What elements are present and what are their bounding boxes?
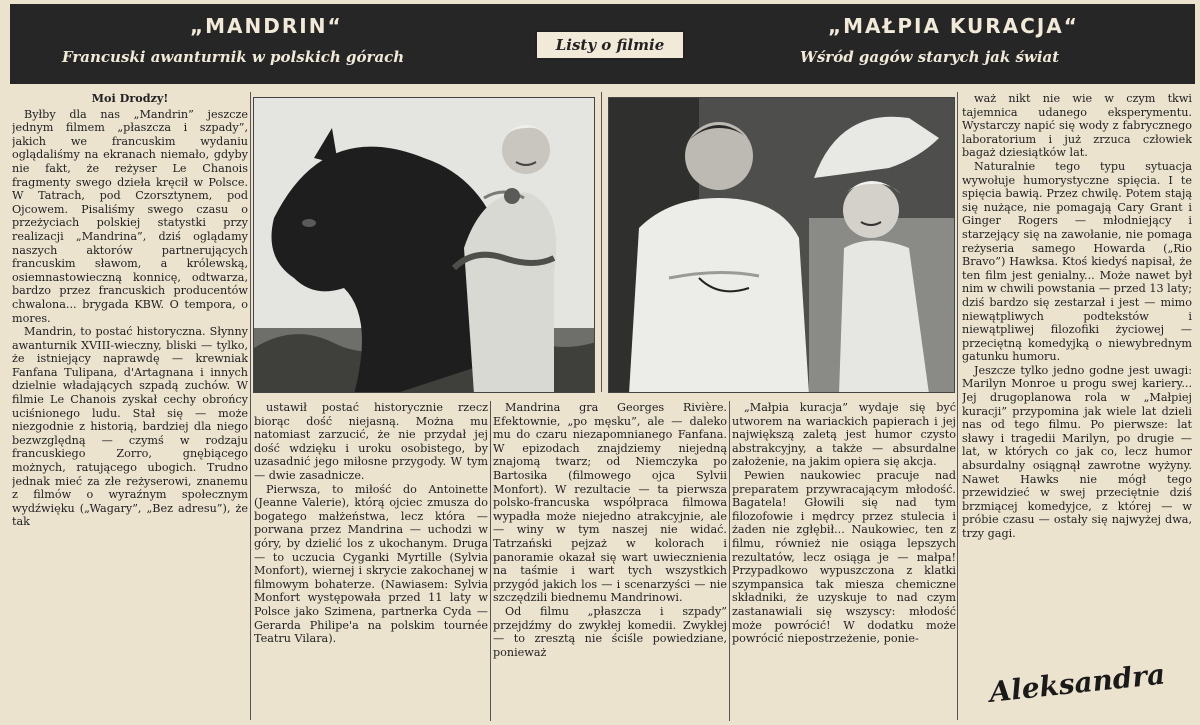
paragraph: ustawił postać historycznie rzecz biorąc dość niejasną. Można mu natomiast zarzucić, że nie przydał jej dość wdzięku i uroku osobistego, by uzasadnić jego miłosne przygody. W tym — dwie zasadnicze. xyxy=(254,401,488,482)
column-3 xyxy=(493,401,727,721)
section-badge: Listy o filmie xyxy=(535,30,685,60)
column-divider xyxy=(957,92,958,720)
paragraph: waż nikt nie wie w czym tkwi tajemnica udanego eksperymentu. Wystarczy napić się wody z fabrycznego laboratorium i już zrzuca człowiek bagaż dziesiątków lat. xyxy=(962,92,1192,160)
left-film-title: „MANDRIN“ xyxy=(190,14,343,38)
column-5 xyxy=(962,92,1192,720)
paragraph: Mandrin, to postać historyczna. Słynny awanturnik XVIII-wieczny, bliski — tylko, że istniejący naprawdę — krewniak Fanfana Tulipana, d'Artagnana i innych dzielnie władających szpadą zuchów. W filmie Le Chanois zyskał cechy obrońcy uciśnionego ludu. Stał się — może niezgodnie z historią, bardziej dla niego bezwzględną — czymś w rodzaju francuskiego Zorro, gnębiącego możnych, ratującego ubogich. Trudno jednak mieć za złe reżyserowi, znanemu z filmów o wyraźnym społecznym wydźwięku („Wagary”, „Bez adresu”), że tak xyxy=(12,325,248,529)
paragraph: Naturalnie tego typu sytuacja wywołuje humorystyczne spięcia. I te spięcia bawią. Przez chwilę. Potem stają się nużące, nie pomagają Cary Grant i Ginger Rogers — młodniejący i starzejący się na zawołanie, nie pomaga reżyseria samego Howarda („Rio Bravo”) Hawksa. Ktoś kiedyś napisał, że ten film jest genialny... Może nawet był nim w chwili powstania — przed 13 laty; dziś bardzo się zestarzał i jest — mimo niewątpliwych podtekstów i niewątpliwej filozofiki życiowej — przeciętną komedyjką o niewybrednym gatunku humoru. xyxy=(962,159,1192,364)
photo-divider xyxy=(601,92,602,392)
paragraph: Pierwsza, to miłość do Antoinette (Jeanne Valerie), którą ojciec zmusza do bogatego małżeństwa, lecz która — porwana przez Mandrina — uchodzi w góry, by dzielić los z ukochanym. Druga — to uczucia Cyganki Myrtille (Sylvia Monfort), wiernej i skrycie zakochanej w filmowym bohaterze. (Nawiasem: Sylvia Monfort występowała przed 11 laty w Polsce jako Szimena, partnerka Cyda — Gerarda Philipe'a na polskim tournée Teatru Vilara). xyxy=(254,482,488,646)
left-film-subtitle: Francuski awanturnik w polskich górach xyxy=(62,48,405,66)
scientist-and-woman-photo xyxy=(608,97,955,393)
column-2 xyxy=(254,401,488,721)
column-1 xyxy=(12,92,248,720)
paragraph: Byłby dla nas „Mandrin” jeszcze jednym filmem „płaszcza i szpady”, jakich we francuskim wydaniu oglądaliśmy na ekranach niemało, gdyby nie fakt, że reżyser Le Chanois fragmenty swego dzieła kręcił w Polsce. W Tatrach, pod Czorsztynem, pod Ojcowem. Pisaliśmy swego czasu o przeżyciach polskiej statystki przy realizacji „Mandrina”, dziś oglądamy naszych aktorów partnerujących francuskim sławom, a królewską, osiemnastowieczną konnicę, odtwarza, bardzo przez francuskich producentów chwalona... brygada KBW. O tempora, o mores. xyxy=(12,107,248,325)
horse-rider-illustration xyxy=(254,98,595,393)
paragraph: Pewien naukowiec pracuje nad preparatem przywracającym młodość. Bagatela! Głowili się nad tym filozofowie i mędrcy przez stulecia i żaden nie zgłębił... Naukowiec, ten z filmu, również nie osiąga lepszych rezultatów, lecz osiąga je — małpa! Przypadkowo wypuszczona z klatki szympansica tak miesza chemiczne składniki, że uzyskuje to nad czym zastanawiali się wszyscy: młodość może powrócić! W dodatku może powrócić niepostrzeżenie, ponie- xyxy=(732,468,956,646)
salutation: Moi Drodzy! xyxy=(91,92,169,105)
paragraph: Jeszcze tylko jedno godne jest uwagi: Marilyn Monroe u progu swej kariery... Jej drugoplanowa rola w „Małpiej kuracji” przypomina jak wiele lat dzieli nas od tego filmu. Po pierwsze: lat sławy i tragedii Marilyn, po drugie — lat, w których co jak co, lecz humor absurdalny osiągnął zawrotne wyżyny. Nawet Hawks nie mógł tego przewidzieć w swej przeciętnie dziś brzmiącej komedyjce, z której — w próbie czasu — ostały się najwyżej dwa, trzy gagi. xyxy=(962,363,1192,540)
header-band xyxy=(10,4,1195,84)
horse-rider-photo xyxy=(253,97,595,393)
right-film-subtitle: Wśród gagów starych jak świat xyxy=(800,48,1060,66)
column-divider xyxy=(250,92,251,720)
right-film-title: „MAŁPIA KURACJA“ xyxy=(828,14,1079,38)
paragraph: Mandrina gra Georges Rivière. Efektownie, „po męsku”, ale — daleko mu do czaru niezapomnianego Fanfana. W epizodach znajdziemy niejedną znajomą twarz; od Niemczyka po Bartosika (filmowego ojca Sylvii Monfort). W rezultacie — ta pierwsza polsko-francuska współpraca filmowa wypadła może niejedno atrakcyjnie, ale — winy w tym naszej nie widać. Tatrzański pejzaż w kolorach i panoramie okazał się wart uwiecznienia na taśmie i wart tych wszystkich przygód jakich los — i scenarzyści — nie szczędzili biednemu Mandrinowi. xyxy=(493,401,727,605)
author-signature: Aleksandra xyxy=(987,657,1167,709)
scientist-and-woman-illustration xyxy=(609,98,955,393)
paragraph: Od filmu „płaszcza i szpady” przejdźmy do zwykłej komedii. Zwykłej — to zresztą nie ściśle powiedziane, ponieważ xyxy=(493,604,727,659)
column-divider xyxy=(490,401,491,721)
column-divider xyxy=(729,401,730,721)
paragraph: „Małpia kuracja” wydaje się być utworem na wariackich papierach i jej największą zaletą jest humor czysto abstrakcyjny, a także — absurdalne założenie, na jakim opiera się akcja. xyxy=(732,401,956,469)
column-4 xyxy=(732,401,956,671)
